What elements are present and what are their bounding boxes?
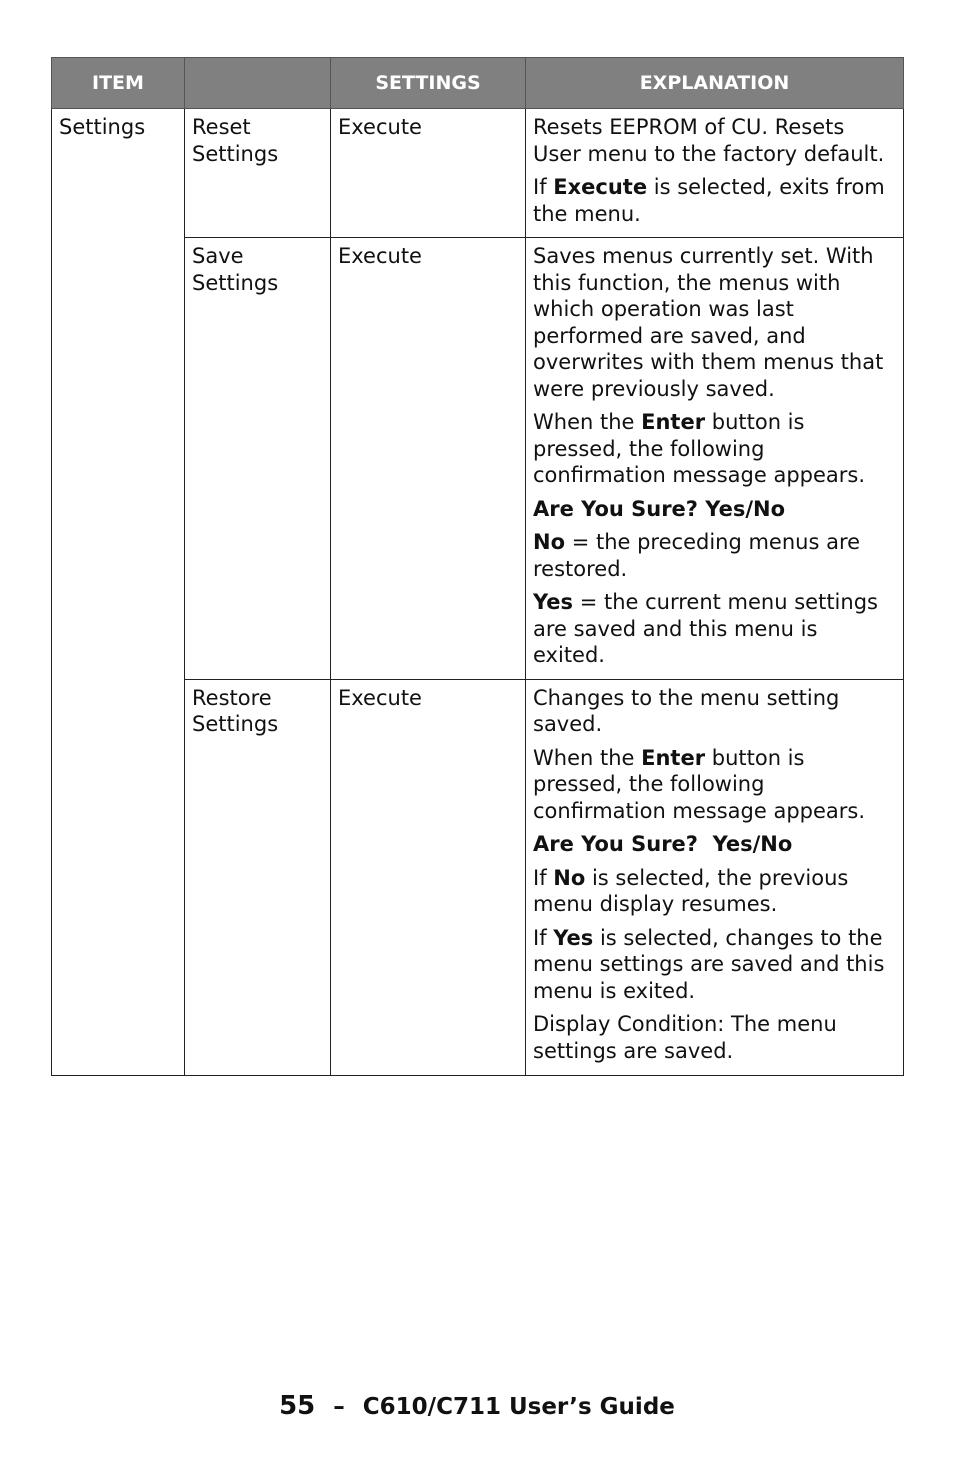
footer-dash: –	[333, 1394, 345, 1420]
menu-settings-table	[51, 57, 904, 1076]
sub-item-restore: Restore Settings	[185, 679, 331, 1075]
explanation-restore: Changes to the menu setting saved. When the Enter button is pressed, the following confirmation message appears. Are You Sure? Yes/No If No is selected, the previous menu display resumes. If Yes is selected, changes to the menu settings are saved and this menu is exited. Display Condition: The menu settings are saved.	[526, 679, 904, 1075]
explanation-save: Saves menus currently set. With this function, the menus with which operation was last performed are saved, and overwrites with them menus that were previously saved. When the Enter button is pressed, the following confirmation message appears. Are You Sure? Yes/No No = the preceding menus are restored. Yes = the current menu settings are saved and this menu is exited.	[526, 238, 904, 680]
table-row-reset	[52, 109, 904, 238]
header-explanation: EXPLANATION	[526, 58, 904, 109]
header-blank	[185, 58, 331, 109]
setting-reset: Execute	[331, 109, 526, 238]
header-item: ITEM	[52, 58, 185, 109]
setting-save: Execute	[331, 238, 526, 680]
sub-item-reset: Reset Settings	[185, 109, 331, 238]
header-settings: SETTINGS	[331, 58, 526, 109]
header-row	[52, 58, 904, 109]
page-number: 55	[279, 1391, 316, 1421]
explanation-reset: Resets EEPROM of CU. Resets User menu to the factory default. If Execute is selected, exits from the menu.	[526, 109, 904, 238]
setting-restore: Execute	[331, 679, 526, 1075]
sub-item-save: Save Settings	[185, 238, 331, 680]
confirm-message: Are You Sure? Yes/No	[533, 496, 785, 521]
page-footer	[0, 1391, 954, 1421]
confirm-message: Are You Sure? Yes/No	[533, 832, 793, 856]
guide-title: C610/C711 User’s Guide	[362, 1394, 675, 1420]
item-cell: Settings	[52, 109, 185, 1076]
